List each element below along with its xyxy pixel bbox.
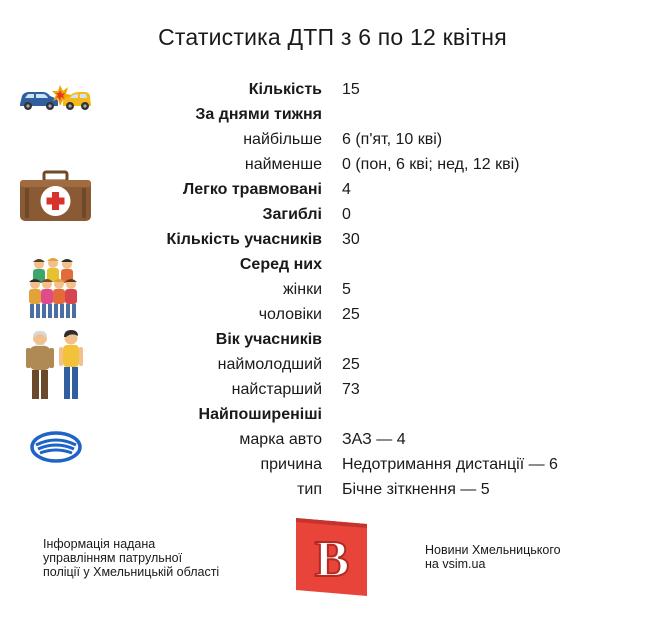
zaz-logo-icon [30,431,82,463]
stats-value: 5 [342,281,351,298]
stats-label: найбільше [243,131,322,148]
stats-row [0,227,665,252]
stats-label: Найпоширеніші [198,406,322,423]
stats-row [0,452,665,477]
news-note [425,543,561,571]
page-title: Статистика ДТП з 6 по 12 квітня [158,24,507,50]
stats-value: 30 [342,231,360,248]
stats-label: Вік учасників [215,331,322,348]
stats-value: Бічне зіткнення — 5 [342,481,490,498]
stats-row [0,302,665,327]
stats-row [0,327,665,352]
news-line-2: на vsim.ua [425,557,486,571]
stats-value: 25 [342,356,360,373]
people-crowd-icon [27,256,79,320]
old-and-young-man-icon [24,329,86,401]
stats-row [0,102,665,127]
stats-value: 6 (п'ят, 10 кві) [342,131,443,148]
stats-label: чоловіки [258,306,322,323]
source-note [43,537,219,579]
stats-label: Серед них [239,256,322,273]
stats-value: 0 [342,206,351,223]
stats-label: марка авто [239,431,322,448]
stats-value: 73 [342,381,360,398]
stats-value: ЗАЗ — 4 [342,431,406,448]
stats-row [0,77,665,102]
stats-row [0,252,665,277]
vsim-logo [296,518,367,596]
car-crash-icon [17,82,92,114]
stats-value: 4 [342,181,351,198]
source-line-3: поліції у Хмельницькій області [43,565,220,579]
stats-row [0,352,665,377]
source-line-1: Інформація надана [43,537,156,551]
stats-label: Загиблі [262,206,322,223]
first-aid-kit-icon [19,170,92,222]
stats-row [0,127,665,152]
stats-label: Кількість учасників [166,231,322,248]
stats-label: причина [260,456,322,473]
stats-row [0,402,665,427]
stats-label: тип [297,481,322,498]
stats-value: 0 (пон, 6 кві; нед, 12 кві) [342,156,520,173]
stats-label: Легко травмовані [183,181,322,198]
stats-row [0,277,665,302]
stats-row [0,177,665,202]
stats-label: Кількість [248,81,322,98]
stats-label: жінки [282,281,322,298]
source-line-2: управлінням патрульної [43,551,183,565]
stats-row [0,202,665,227]
stats-value: 15 [342,81,360,98]
stats-value: Недотримання дистанції — 6 [342,456,558,473]
stats-row [0,477,665,502]
stats-row [0,152,665,177]
logo-letter: B [314,531,350,588]
stats-label: наймолодший [217,356,322,373]
stats-row [0,427,665,452]
stats-label: найстарший [231,381,322,398]
stats-row [0,377,665,402]
news-line-1: Новини Хмельницького [425,543,561,557]
stats-label: найменше [244,156,322,173]
stats-value: 25 [342,306,360,323]
stats-label: За днями тижня [195,106,322,123]
